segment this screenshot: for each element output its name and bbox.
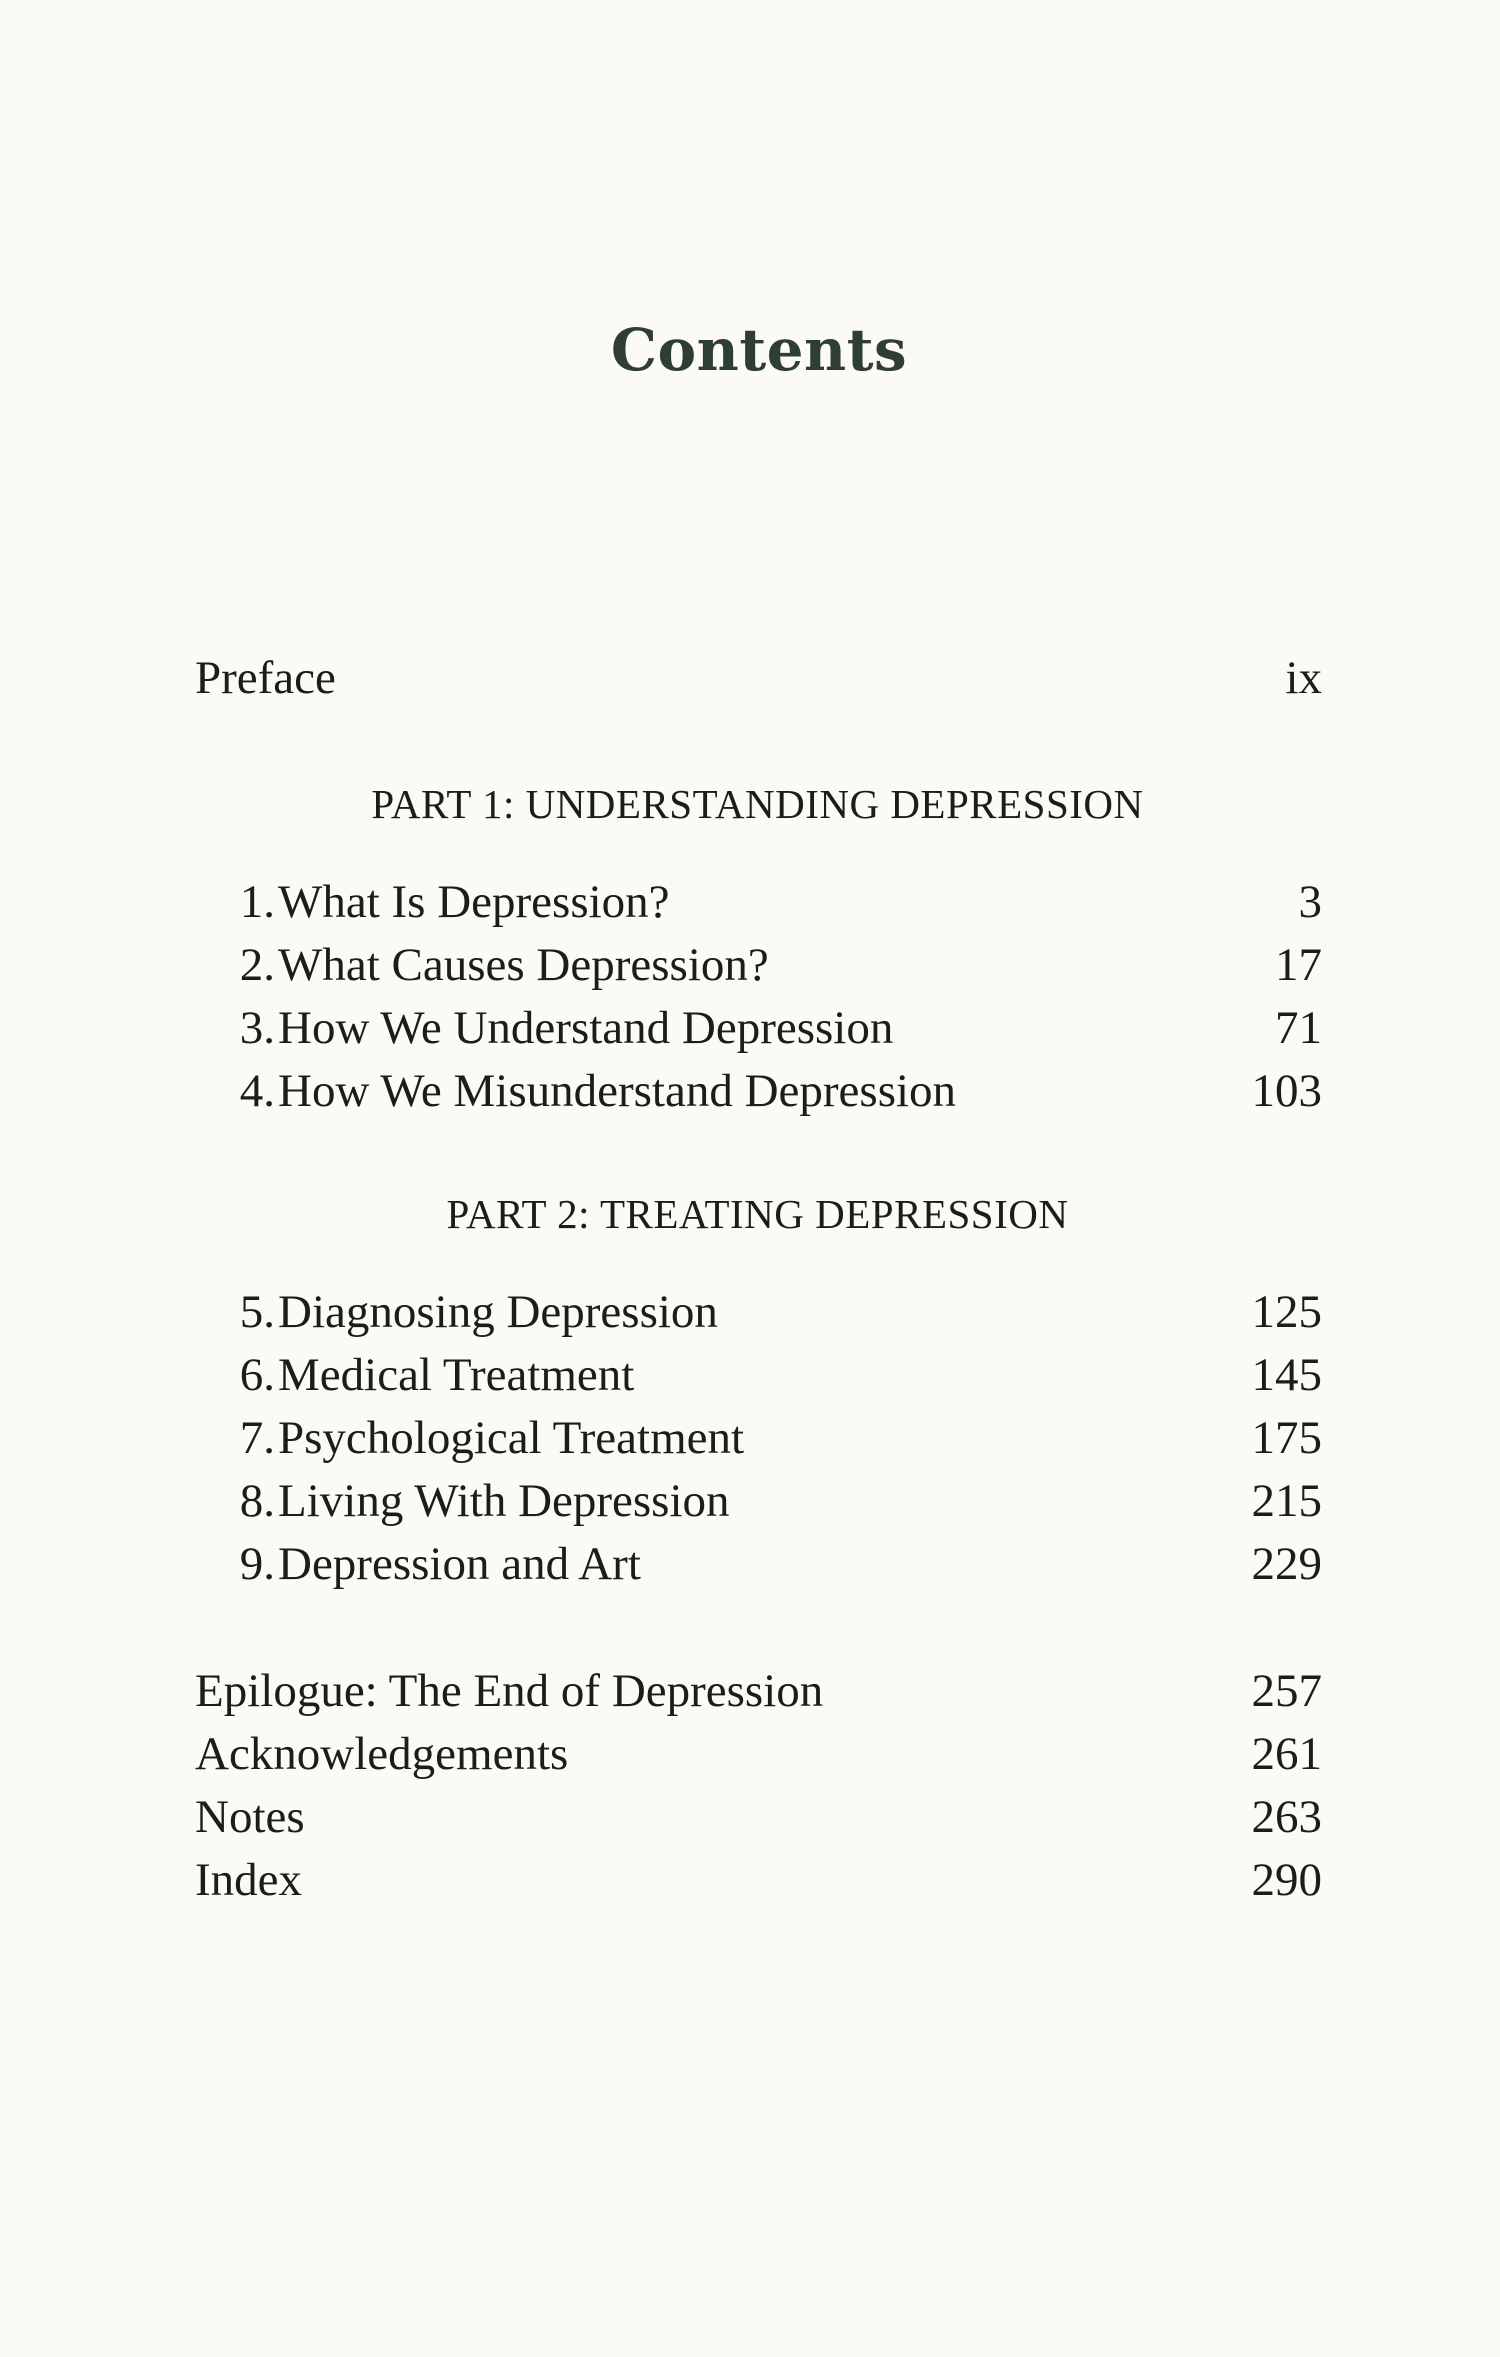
chapter-page: 145: [1251, 1349, 1322, 1401]
chapter-number: 3.: [239, 1002, 275, 1054]
chapter-title: What Causes Depression?: [278, 939, 769, 991]
part-2-heading: PART 2: TREATING DEPRESSION: [446, 1191, 1069, 1237]
toc-chapter-2: [195, 935, 1322, 995]
chapter-number: 2.: [239, 939, 275, 991]
toc-chapter-7: [195, 1408, 1322, 1468]
toc-entry-label: Index: [195, 1854, 303, 1906]
chapter-page: 3: [1298, 876, 1322, 928]
toc-entry-page: 263: [1251, 1791, 1322, 1843]
toc-entry-notes: [195, 1787, 1322, 1847]
toc-entry-page: ix: [1285, 652, 1322, 704]
chapter-title: Medical Treatment: [278, 1349, 635, 1401]
toc-entry-index: [195, 1850, 1322, 1910]
chapter-number: 4.: [239, 1065, 275, 1117]
chapter-title: What Is Depression?: [278, 876, 670, 928]
page-title: Contents: [610, 316, 908, 384]
chapter-number: 8.: [239, 1475, 275, 1527]
chapter-page: 229: [1251, 1538, 1322, 1590]
chapter-number: 9.: [239, 1538, 275, 1590]
toc-entry-label: Epilogue: The End of Depression: [195, 1665, 824, 1717]
chapter-title: Psychological Treatment: [278, 1412, 745, 1464]
chapter-number: 1.: [239, 876, 275, 928]
toc-chapter-1: [195, 872, 1322, 932]
toc-chapter-8: [195, 1471, 1322, 1531]
chapter-title: Living With Depression: [278, 1475, 730, 1527]
chapter-page: 17: [1275, 939, 1322, 991]
chapter-number: 7.: [239, 1412, 275, 1464]
toc-chapter-5: [195, 1282, 1322, 1342]
toc-entry-page: 290: [1251, 1854, 1322, 1906]
toc-entry-page: 257: [1251, 1665, 1322, 1717]
toc-chapter-9: [195, 1534, 1322, 1594]
chapter-page: 71: [1275, 1002, 1322, 1054]
chapter-title: How We Misunderstand Depression: [278, 1065, 957, 1117]
chapter-number: 5.: [239, 1286, 275, 1338]
toc-entry-preface: [195, 648, 1322, 708]
chapter-page: 175: [1251, 1412, 1322, 1464]
chapter-page: 125: [1251, 1286, 1322, 1338]
toc-entry-label: Preface: [195, 652, 336, 704]
chapter-title: Diagnosing Depression: [278, 1286, 718, 1338]
toc-entry-acknowledgements: [195, 1724, 1322, 1784]
toc-chapter-6: [195, 1345, 1322, 1405]
toc-entry-epilogue: [195, 1661, 1322, 1721]
chapter-number: 6.: [239, 1349, 275, 1401]
part-1-heading: PART 1: UNDERSTANDING DEPRESSION: [371, 781, 1144, 827]
toc-chapter-3: [195, 998, 1322, 1058]
toc-entry-label: Acknowledgements: [195, 1728, 569, 1780]
toc-entry-label: Notes: [195, 1791, 305, 1843]
toc-entry-page: 261: [1251, 1728, 1322, 1780]
chapter-title: Depression and Art: [278, 1538, 641, 1590]
chapter-page: 215: [1251, 1475, 1322, 1527]
chapter-page: 103: [1251, 1065, 1322, 1117]
toc-chapter-4: [195, 1061, 1322, 1121]
chapter-title: How We Understand Depression: [278, 1002, 894, 1054]
